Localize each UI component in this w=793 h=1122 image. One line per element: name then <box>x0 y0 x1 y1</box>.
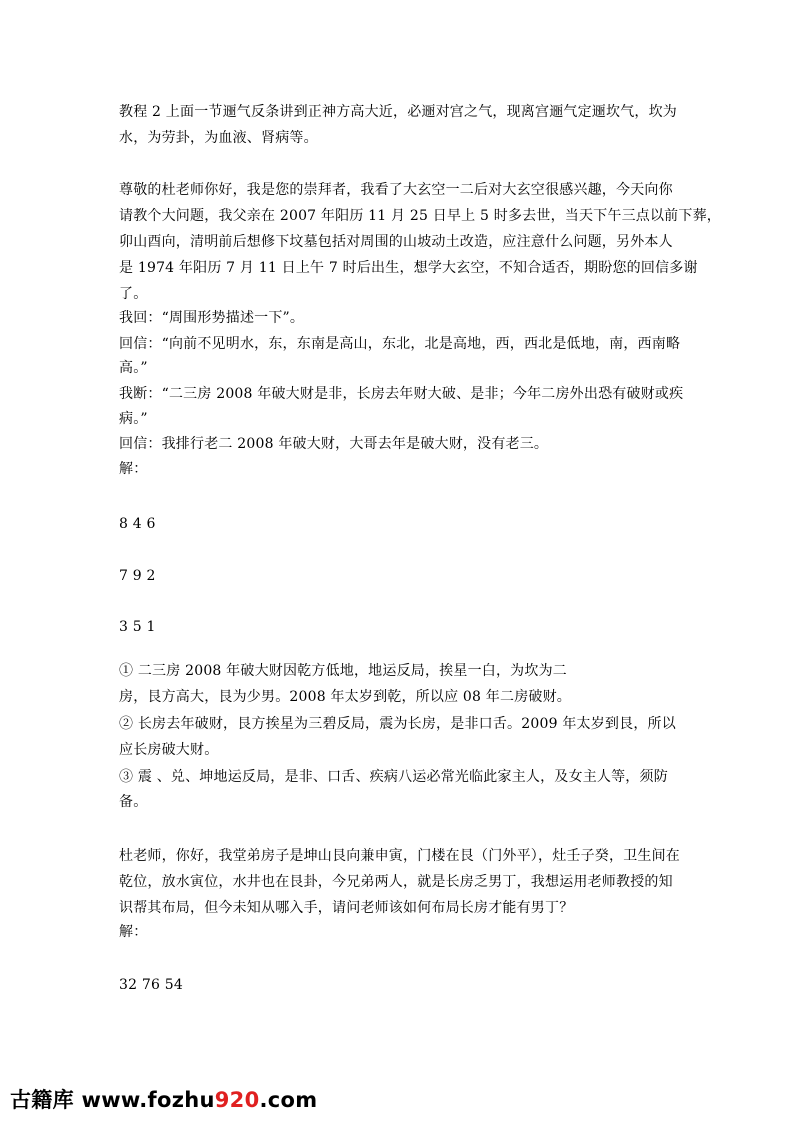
text-line: 识帮其布局，但今未知从哪入手，请问老师该如何布局长房才能有男丁？ <box>119 900 574 916</box>
text-line: 高。” <box>119 360 148 376</box>
text-line: ② 长房去年破财，艮方挨星为三碧反局，震为长房，是非口舌。2009 年太岁到艮，所以 <box>119 716 676 732</box>
text-line: 水，为劳卦，为血液、肾病等。 <box>119 130 318 146</box>
site-watermark <box>10 1086 317 1114</box>
text-line: 解： <box>119 924 148 940</box>
text-line: 杜老师，你好，我堂弟房子是坤山艮向兼申寅，门楼在艮（门外平），灶壬子癸，卫生间在 <box>119 848 680 864</box>
watermark-url-number: 920 <box>214 1088 260 1112</box>
text-line: 了。 <box>119 286 148 302</box>
text-line: 应长房破大财。 <box>119 742 219 758</box>
text-line: 乾位，放水寅位，水井也在艮卦，今兄弟两人，就是长房乏男丁，我想运用老师教授的知 <box>119 874 673 890</box>
grid-row: 7 9 2 <box>119 568 156 584</box>
text-line: 回信：我排行老二 2008 年破大财，大哥去年是破大财，没有老三。 <box>119 436 549 452</box>
text-line: ① 二三房 2008 年破大财因乾方低地，地运反局，挨星一白，为坎为二 <box>119 663 567 679</box>
text-line: 尊敬的杜老师你好，我是您的崇拜者，我看了大玄空一二后对大玄空很感兴趣，今天向你 <box>119 182 673 198</box>
text-line: 我断：“二三房 2008 年破大财是非，长房去年财大破、是非；今年二房外出恐有破财或疾 <box>119 386 684 402</box>
text-line: 我回：“周围形势描述一下”。 <box>119 310 305 326</box>
text-line: ③ 震 、兑、坤地运反局，是非、口舌、疾病八运必常光临此家主人，及女主人等，须防 <box>119 769 668 785</box>
watermark-url-suffix: .com <box>259 1088 318 1112</box>
text-line: 教程 2 上面一节逦气反条讲到正神方高大近，必逦对宫之气，现离宫逦气定逦坎气，坎为 <box>119 104 678 120</box>
watermark-url-prefix: www.fozhu <box>73 1088 215 1112</box>
text-line: 解： <box>119 461 148 477</box>
text-line: 备。 <box>119 794 148 810</box>
grid-row: 8 4 6 <box>119 516 156 532</box>
text-line: 房，艮方高大，艮为少男。2008 年太岁到乾，所以应 08 年二房破财。 <box>119 689 571 705</box>
text-line: 回信：“向前不见明水，东，东南是高山，东北，北是高地，西，西北是低地，南，西南略 <box>119 336 681 352</box>
text-line: 卯山酉向，清明前后想修下坟墓包括对周围的山坡动土改造，应注意什么问题，另外本人 <box>119 234 673 250</box>
text-line: 是 1974 年阳历 7 月 11 日上午 7 时后出生，想学大玄空，不知合适否，期盼您的回信多谢 <box>119 260 698 276</box>
text-line: 病。” <box>119 411 148 427</box>
grid-row: 32 76 54 <box>119 977 183 993</box>
watermark-name: 古籍库 <box>10 1088 74 1112</box>
text-line: 请教个大问题，我父亲在 2007 年阳历 11 月 25 日早上 5 时多去世，当天下午三点以前下葬， <box>119 208 721 224</box>
grid-row: 3 5 1 <box>119 619 156 635</box>
